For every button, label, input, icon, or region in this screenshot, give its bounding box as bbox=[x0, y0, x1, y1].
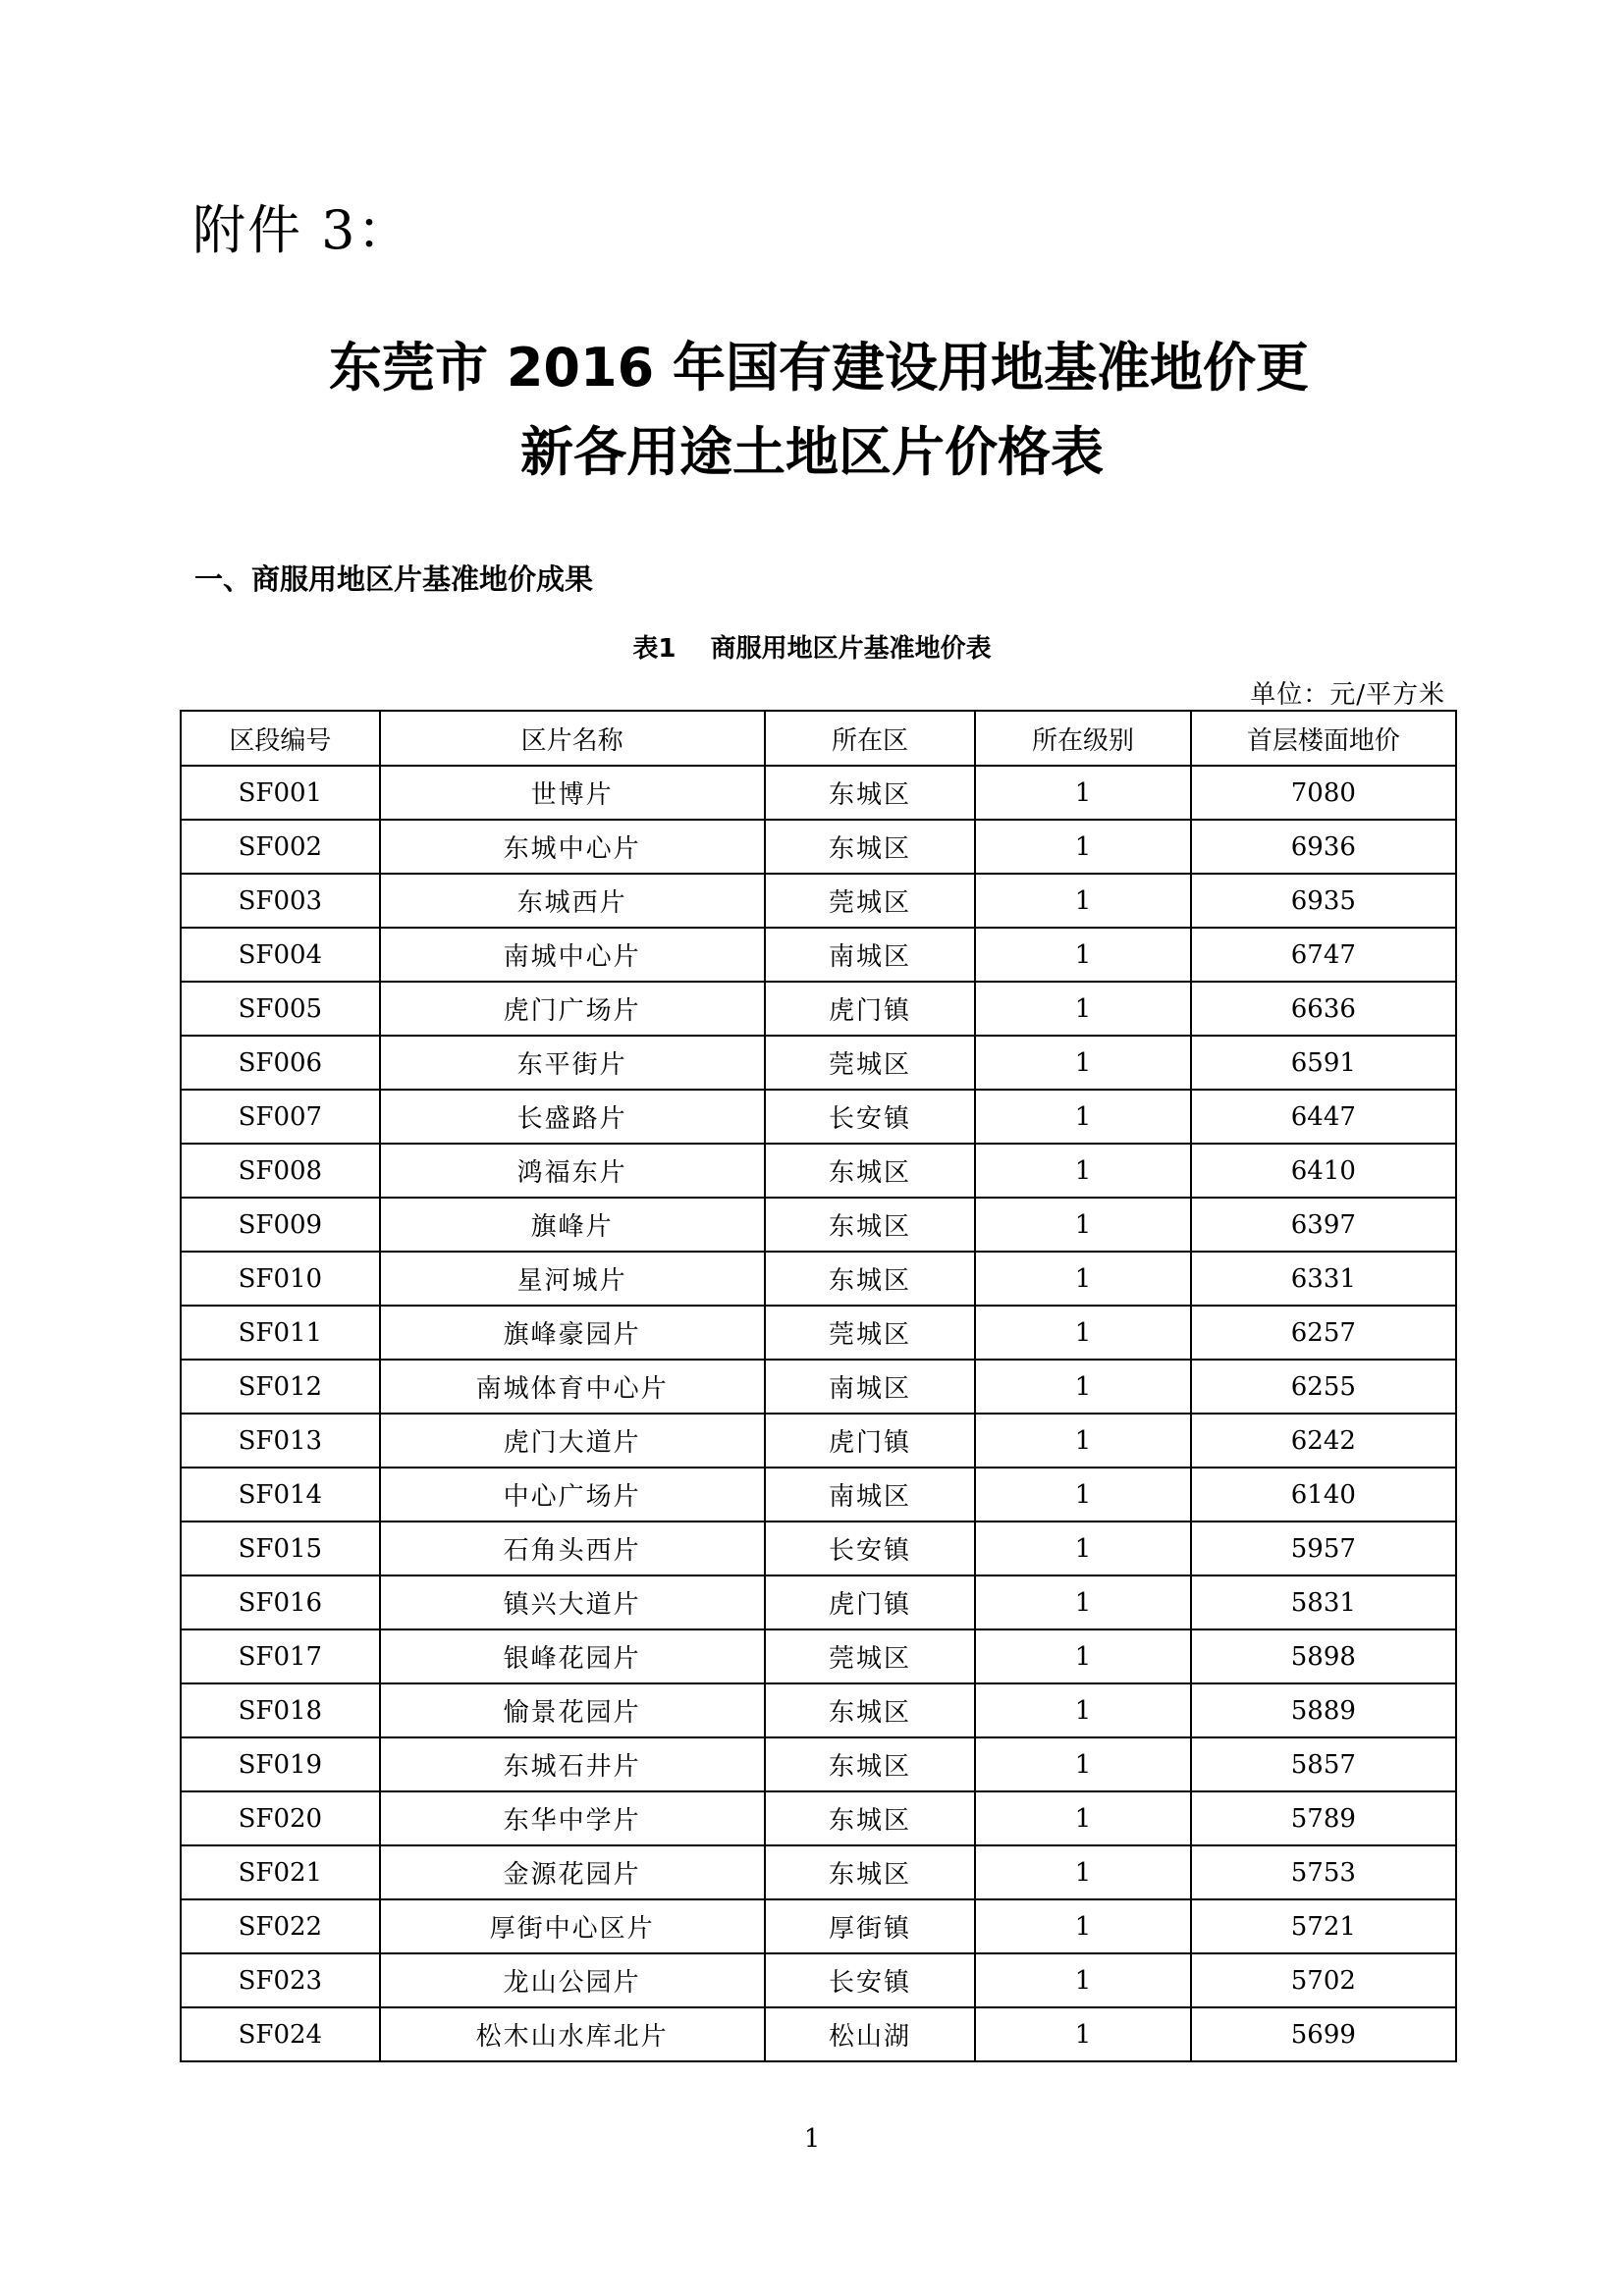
table-row bbox=[181, 1198, 1456, 1252]
district-cell: 松山湖 bbox=[765, 2007, 976, 2061]
table-header-row bbox=[181, 711, 1456, 766]
zone-name-cell: 松木山水库北片 bbox=[380, 2007, 765, 2061]
grade-cell: 1 bbox=[975, 1899, 1190, 1953]
district-cell: 东城区 bbox=[765, 1791, 976, 1845]
zone-code-cell: SF012 bbox=[181, 1360, 380, 1414]
table-row bbox=[181, 982, 1456, 1036]
zone-name-cell: 金源花园片 bbox=[380, 1845, 765, 1899]
table-row bbox=[181, 766, 1456, 820]
price-cell: 6447 bbox=[1191, 1090, 1456, 1144]
zone-name-cell: 旗峰豪园片 bbox=[380, 1306, 765, 1360]
grade-cell: 1 bbox=[975, 1414, 1190, 1468]
zone-name-cell: 南城中心片 bbox=[380, 928, 765, 982]
zone-code-cell: SF008 bbox=[181, 1144, 380, 1198]
district-cell: 莞城区 bbox=[765, 874, 976, 928]
district-cell: 南城区 bbox=[765, 928, 976, 982]
district-cell: 莞城区 bbox=[765, 1036, 976, 1090]
price-cell: 5857 bbox=[1191, 1737, 1456, 1791]
price-cell: 7080 bbox=[1191, 766, 1456, 820]
header-zone-name: 区片名称 bbox=[380, 711, 765, 766]
zone-code-cell: SF014 bbox=[181, 1468, 380, 1522]
header-district: 所在区 bbox=[765, 711, 976, 766]
table-row bbox=[181, 1522, 1456, 1575]
price-cell: 5957 bbox=[1191, 1522, 1456, 1575]
price-cell: 5753 bbox=[1191, 1845, 1456, 1899]
table-row bbox=[181, 1899, 1456, 1953]
grade-cell: 1 bbox=[975, 1306, 1190, 1360]
zone-code-cell: SF016 bbox=[181, 1575, 380, 1629]
table-row bbox=[181, 1683, 1456, 1737]
grade-cell: 1 bbox=[975, 766, 1190, 820]
grade-cell: 1 bbox=[975, 982, 1190, 1036]
price-cell: 6331 bbox=[1191, 1252, 1456, 1306]
table-row bbox=[181, 2007, 1456, 2061]
zone-name-cell: 虎门大道片 bbox=[380, 1414, 765, 1468]
price-cell: 6255 bbox=[1191, 1360, 1456, 1414]
zone-code-cell: SF004 bbox=[181, 928, 380, 982]
price-cell: 6935 bbox=[1191, 874, 1456, 928]
zone-name-cell: 愉景花园片 bbox=[380, 1683, 765, 1737]
zone-name-cell: 南城体育中心片 bbox=[380, 1360, 765, 1414]
grade-cell: 1 bbox=[975, 1575, 1190, 1629]
price-cell: 5898 bbox=[1191, 1629, 1456, 1683]
attachment-label: 附件 3： bbox=[192, 199, 412, 261]
document-title-line-1: 东莞市 2016 年国有建设用地基准地价更 bbox=[329, 337, 1309, 399]
header-grade: 所在级别 bbox=[975, 711, 1190, 766]
district-cell: 虎门镇 bbox=[765, 982, 976, 1036]
district-cell: 东城区 bbox=[765, 1144, 976, 1198]
table-row bbox=[181, 1252, 1456, 1306]
grade-cell: 1 bbox=[975, 1737, 1190, 1791]
land-price-table bbox=[180, 710, 1457, 2062]
grade-cell: 1 bbox=[975, 1144, 1190, 1198]
grade-cell: 1 bbox=[975, 874, 1190, 928]
price-cell: 5831 bbox=[1191, 1575, 1456, 1629]
zone-code-cell: SF022 bbox=[181, 1899, 380, 1953]
zone-code-cell: SF009 bbox=[181, 1198, 380, 1252]
zone-code-cell: SF006 bbox=[181, 1036, 380, 1090]
zone-code-cell: SF023 bbox=[181, 1953, 380, 2007]
district-cell: 东城区 bbox=[765, 1683, 976, 1737]
grade-cell: 1 bbox=[975, 1090, 1190, 1144]
table-row bbox=[181, 874, 1456, 928]
zone-name-cell: 石角头西片 bbox=[380, 1522, 765, 1575]
table-row bbox=[181, 1575, 1456, 1629]
grade-cell: 1 bbox=[975, 2007, 1190, 2061]
grade-cell: 1 bbox=[975, 1468, 1190, 1522]
district-cell: 东城区 bbox=[765, 820, 976, 874]
zone-code-cell: SF015 bbox=[181, 1522, 380, 1575]
price-cell: 6747 bbox=[1191, 928, 1456, 982]
grade-cell: 1 bbox=[975, 820, 1190, 874]
price-cell: 6936 bbox=[1191, 820, 1456, 874]
price-cell: 6410 bbox=[1191, 1144, 1456, 1198]
header-ground-floor-price: 首层楼面地价 bbox=[1191, 711, 1456, 766]
table-row bbox=[181, 1791, 1456, 1845]
price-cell: 6636 bbox=[1191, 982, 1456, 1036]
unit-label: 单位：元/平方米 bbox=[1250, 680, 1445, 710]
table-row bbox=[181, 820, 1456, 874]
zone-code-cell: SF007 bbox=[181, 1090, 380, 1144]
price-cell: 5699 bbox=[1191, 2007, 1456, 2061]
table-header bbox=[181, 711, 1456, 766]
grade-cell: 1 bbox=[975, 1845, 1190, 1899]
table-row bbox=[181, 1629, 1456, 1683]
zone-name-cell: 东城石井片 bbox=[380, 1737, 765, 1791]
price-cell: 6140 bbox=[1191, 1468, 1456, 1522]
table-row bbox=[181, 928, 1456, 982]
zone-name-cell: 东城中心片 bbox=[380, 820, 765, 874]
table-row bbox=[181, 1953, 1456, 2007]
grade-cell: 1 bbox=[975, 1953, 1190, 2007]
zone-code-cell: SF021 bbox=[181, 1845, 380, 1899]
district-cell: 长安镇 bbox=[765, 1090, 976, 1144]
district-cell: 虎门镇 bbox=[765, 1414, 976, 1468]
table-caption: 表1 商服用地区片基准地价表 bbox=[632, 634, 992, 664]
zone-name-cell: 东华中学片 bbox=[380, 1791, 765, 1845]
zone-code-cell: SF005 bbox=[181, 982, 380, 1036]
district-cell: 长安镇 bbox=[765, 1522, 976, 1575]
zone-name-cell: 东平街片 bbox=[380, 1036, 765, 1090]
zone-name-cell: 世博片 bbox=[380, 766, 765, 820]
district-cell: 南城区 bbox=[765, 1360, 976, 1414]
table-row bbox=[181, 1845, 1456, 1899]
district-cell: 东城区 bbox=[765, 766, 976, 820]
price-cell: 6591 bbox=[1191, 1036, 1456, 1090]
district-cell: 东城区 bbox=[765, 1198, 976, 1252]
zone-code-cell: SF003 bbox=[181, 874, 380, 928]
district-cell: 南城区 bbox=[765, 1468, 976, 1522]
table-row bbox=[181, 1306, 1456, 1360]
zone-name-cell: 中心广场片 bbox=[380, 1468, 765, 1522]
zone-code-cell: SF001 bbox=[181, 766, 380, 820]
section-heading: 一、商服用地区片基准地价成果 bbox=[194, 562, 594, 596]
zone-code-cell: SF010 bbox=[181, 1252, 380, 1306]
zone-code-cell: SF019 bbox=[181, 1737, 380, 1791]
grade-cell: 1 bbox=[975, 1198, 1190, 1252]
district-cell: 莞城区 bbox=[765, 1306, 976, 1360]
zone-name-cell: 长盛路片 bbox=[380, 1090, 765, 1144]
zone-code-cell: SF024 bbox=[181, 2007, 380, 2061]
zone-name-cell: 镇兴大道片 bbox=[380, 1575, 765, 1629]
grade-cell: 1 bbox=[975, 1522, 1190, 1575]
price-cell: 6242 bbox=[1191, 1414, 1456, 1468]
zone-name-cell: 旗峰片 bbox=[380, 1198, 765, 1252]
district-cell: 长安镇 bbox=[765, 1953, 976, 2007]
table-body bbox=[181, 766, 1456, 2061]
zone-name-cell: 鸿福东片 bbox=[380, 1144, 765, 1198]
zone-code-cell: SF011 bbox=[181, 1306, 380, 1360]
page-number: 1 bbox=[803, 2124, 821, 2154]
table-row bbox=[181, 1468, 1456, 1522]
zone-name-cell: 星河城片 bbox=[380, 1252, 765, 1306]
zone-name-cell: 东城西片 bbox=[380, 874, 765, 928]
zone-code-cell: SF002 bbox=[181, 820, 380, 874]
price-cell: 6397 bbox=[1191, 1198, 1456, 1252]
grade-cell: 1 bbox=[975, 1360, 1190, 1414]
grade-cell: 1 bbox=[975, 1252, 1190, 1306]
document-title-line-2: 新各用途土地区片价格表 bbox=[520, 421, 1104, 483]
table-row bbox=[181, 1360, 1456, 1414]
grade-cell: 1 bbox=[975, 1629, 1190, 1683]
district-cell: 东城区 bbox=[765, 1737, 976, 1791]
table-row bbox=[181, 1090, 1456, 1144]
table-row bbox=[181, 1737, 1456, 1791]
grade-cell: 1 bbox=[975, 1791, 1190, 1845]
zone-code-cell: SF018 bbox=[181, 1683, 380, 1737]
price-cell: 5789 bbox=[1191, 1791, 1456, 1845]
district-cell: 东城区 bbox=[765, 1845, 976, 1899]
grade-cell: 1 bbox=[975, 1036, 1190, 1090]
zone-code-cell: SF020 bbox=[181, 1791, 380, 1845]
price-cell: 6257 bbox=[1191, 1306, 1456, 1360]
district-cell: 厚街镇 bbox=[765, 1899, 976, 1953]
district-cell: 莞城区 bbox=[765, 1629, 976, 1683]
district-cell: 东城区 bbox=[765, 1252, 976, 1306]
zone-code-cell: SF017 bbox=[181, 1629, 380, 1683]
price-cell: 5889 bbox=[1191, 1683, 1456, 1737]
zone-name-cell: 银峰花园片 bbox=[380, 1629, 765, 1683]
table-row bbox=[181, 1414, 1456, 1468]
price-cell: 5721 bbox=[1191, 1899, 1456, 1953]
table-row bbox=[181, 1036, 1456, 1090]
price-cell: 5702 bbox=[1191, 1953, 1456, 2007]
grade-cell: 1 bbox=[975, 1683, 1190, 1737]
table-row bbox=[181, 1144, 1456, 1198]
district-cell: 虎门镇 bbox=[765, 1575, 976, 1629]
header-zone-code: 区段编号 bbox=[181, 711, 380, 766]
zone-code-cell: SF013 bbox=[181, 1414, 380, 1468]
zone-name-cell: 虎门广场片 bbox=[380, 982, 765, 1036]
zone-name-cell: 龙山公园片 bbox=[380, 1953, 765, 2007]
zone-name-cell: 厚街中心区片 bbox=[380, 1899, 765, 1953]
grade-cell: 1 bbox=[975, 928, 1190, 982]
